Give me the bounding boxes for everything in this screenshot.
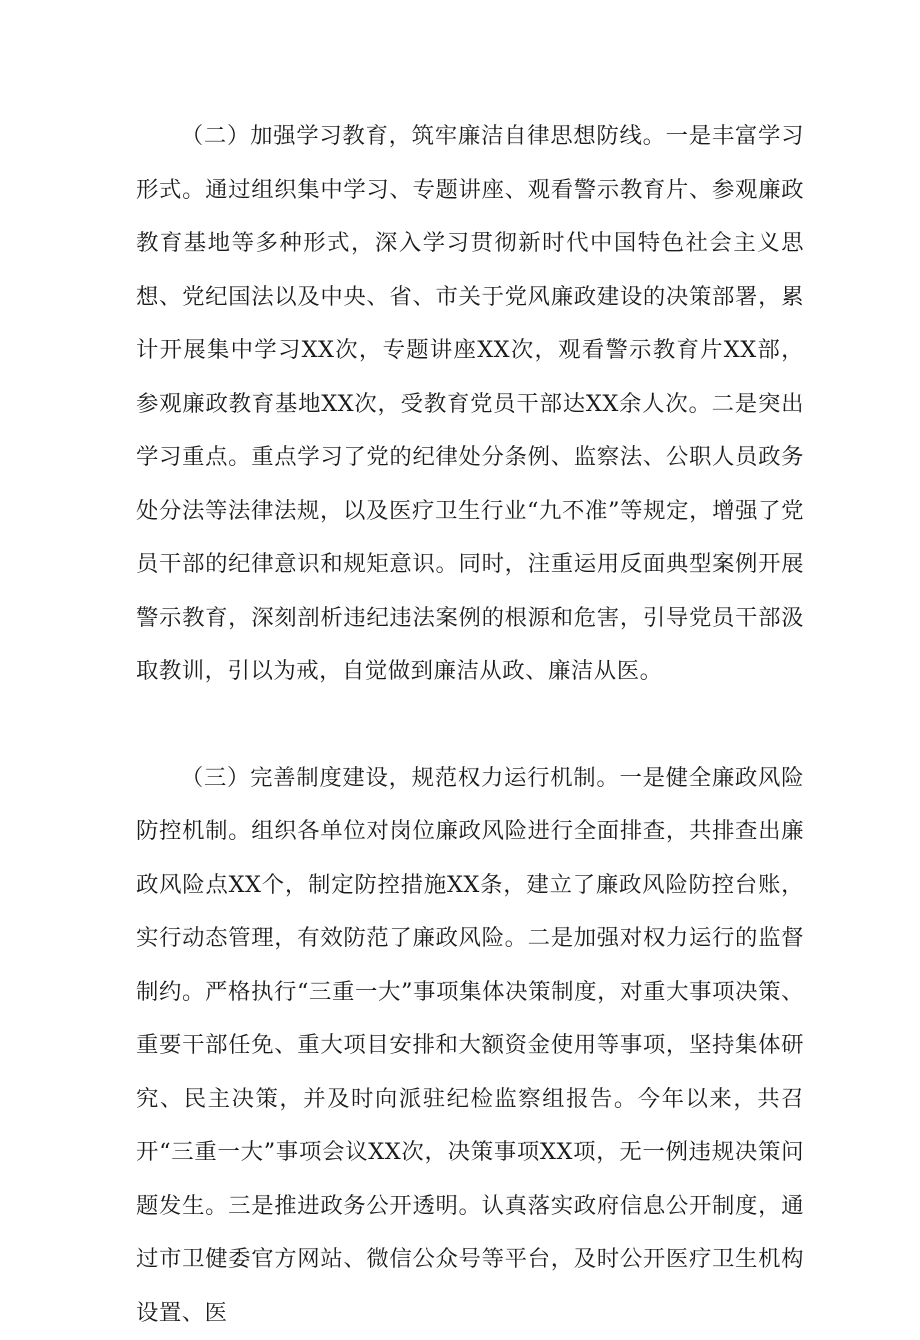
paragraph-section-2: （二）加强学习教育，筑牢廉洁自律思想防线。一是丰富学习形式。通过组织集中学习、专题讲座、观看警示教育片、参观廉政教育基地等多种形式，深入学习贯彻新时代中国特色社会主义思想、党纪国法以及中央、省、市关于党风廉政建设的决策部署，累计开展集中学习XX次，专题讲座XX次，观看警示教育片XX部，参观廉政教育基地XX次，受教育党员干部达XX余人次。二是突出学习重点。重点学习了党的纪律处分条例、监察法、公职人员政务处分法等法律法规，以及医疗卫生行业“九不准”等规定，增强了党员干部的纪律意识和规矩意识。同时，注重运用反面典型案例开展警示教育，深刻剖析违纪违法案例的根源和危害，引导党员干部汲取教训，引以为戒，自觉做到廉洁从政、廉洁从医。 — [136, 110, 804, 699]
paragraph-section-3: （三）完善制度建设，规范权力运行机制。一是健全廉政风险防控机制。组织各单位对岗位廉政风险进行全面排查，共排查出廉政风险点XX个，制定防控措施XX条，建立了廉政风险防控台账，实行动态管理，有效防范了廉政风险。二是加强对权力运行的监督制约。严格执行“三重一大”事项集体决策制度，对重大事项决策、重要干部任免、重大项目安排和大额资金使用等事项，坚持集体研究、民主决策，并及时向派驻纪检监察组报告。今年以来，共召开“三重一大”事项会议XX次，决策事项XX项，无一例违规决策问题发生。三是推进政务公开透明。认真落实政府信息公开制度，通过市卫健委官方网站、微信公众号等平台，及时公开医疗卫生机构设置、医 — [136, 752, 804, 1340]
document-page — [136, 110, 804, 1340]
